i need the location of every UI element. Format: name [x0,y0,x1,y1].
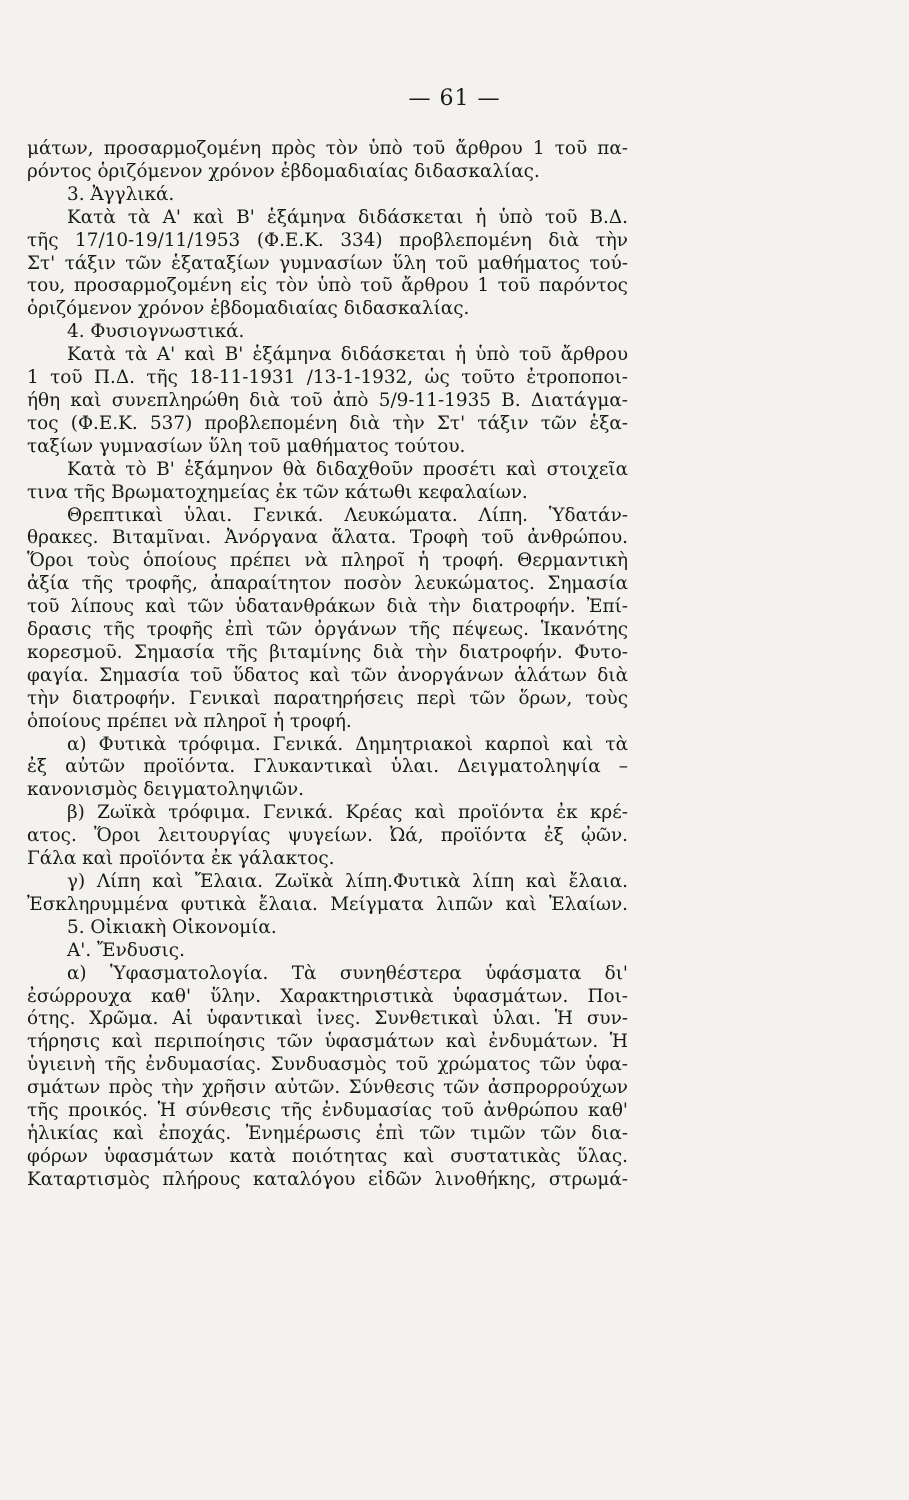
text-line: Α'. Ἔνδυσις. [67,939,185,961]
text-line: γ) Λίπη καὶ Ἔλαια. Ζωϊκὰ λίπη.Φυτικὰ λίπη καὶ ἔλαια. [67,871,628,892]
text-line: τος (Φ.Ε.Κ. 537) προβλεπομένη διὰ τὴν Στ' τάξιν τῶν ἑξα- [27,412,628,434]
text-line: α) Φυτικὰ τρόφιμα. Γενικά. Δημητριακοὶ καρποὶ καὶ τὰ [67,733,628,755]
text-line: Κατὰ τὰ Α' καὶ Β' ἑξάμηνα διδάσκεται ἡ ὑπὸ τοῦ Β.Δ. [67,206,628,228]
text-line: ήθη καὶ συνεπληρώθη διὰ τοῦ ἀπὸ 5/9-11-1935 Β. Διατάγμα- [27,389,628,411]
text-line: 4. Φυσιογνωστικά. [67,321,245,343]
body-text [27,138,628,1192]
text-line: ὁποίους πρέπει νὰ πληροῖ ἡ τροφή. [27,710,352,732]
text-line: 5. Οἰκιακὴ Οἰκονομία. [67,916,277,938]
text-line: φαγία. Σημασία τοῦ ὕδατος καὶ τῶν ἀνοργάνων ἁλάτων διὰ [27,664,628,686]
text-line: ἡλικίας καὶ ἐποχάς. Ἐνημέρωσις ἐπὶ τῶν τιμῶν τῶν δια- [27,1122,628,1144]
page-number: — 61 — [408,86,501,111]
text-line: ατος. Ὅροι λειτουργίας ψυγείων. Ὠά, προϊόντα ἐξ ᾠῶν. [27,825,628,847]
text-line: ὁριζόμενον χρόνον ἑβδομαδιαίας διδασκαλίας. [27,298,470,320]
text-line: ἐξ αὐτῶν προϊόντα. Γλυκαντικαὶ ὗλαι. Δειγματοληψία – [27,756,628,778]
text-line: ἐσώρρουχα καθ' ὕλην. Χαρακτηριστικὰ ὑφασμάτων. Ποι- [27,985,628,1007]
text-line: κανονισμὸς δειγματοληψιῶν. [27,779,305,801]
text-line: σμάτων πρὸς τὴν χρῆσιν αὐτῶν. Σύνθεσις τῶν ἀσπρορρούχων [27,1077,628,1099]
text-line: φόρων ὑφασμάτων κατὰ ποιότητας καὶ συστατικὰς ὕλας. [27,1145,628,1167]
text-line: τήρησις καὶ περιποίησις τῶν ὑφασμάτων καὶ ἐνδυμάτων. Ἡ [27,1031,628,1053]
text-line: τινα τῆς Βρωματοχημείας ἐκ τῶν κάτωθι κεφαλαίων. [27,481,528,503]
text-line: τῆς προικός. Ἡ σύνθεσις τῆς ἐνδυμασίας τοῦ ἀνθρώπου καθ' [27,1100,628,1122]
text-line: του, προσαρμοζομένη εἰς τὸν ὑπὸ τοῦ ἄρθρου 1 τοῦ παρόντος [27,275,628,297]
text-line: Κατὰ τὸ Β' ἑξάμηνον θὰ διδαχθοῦν προσέτι καὶ στοιχεῖα [67,458,628,480]
text-line: τοῦ λίπους καὶ τῶν ὑδατανθράκων διὰ τὴν διατροφήν. Ἐπί- [27,596,628,618]
text-line: 3. Ἀγγλικά. [67,183,175,205]
text-line: τὴν διατροφήν. Γενικαὶ παρατηρήσεις περὶ τῶν ὅρων, τοὺς [27,687,628,709]
text-line: 1 τοῦ Π.Δ. τῆς 18-11-1931 /13-1-1932, ὡς τοῦτο ἐτροποποι- [27,367,628,389]
text-line: Καταρτισμὸς πλήρους καταλόγου εἰδῶν λινοθήκης, στρωμά- [27,1168,628,1190]
text-line: β) Ζωϊκὰ τρόφιμα. Γενικά. Κρέας καὶ προϊόντα ἐκ κρέ- [67,802,628,824]
text-line: ὑγιεινὴ τῆς ἐνδυμασίας. Συνδυασμὸς τοῦ χρώματος τῶν ὑφα- [27,1054,628,1076]
text-line: ότης. Χρῶμα. Αἱ ὑφαντικαὶ ἶνες. Συνθετικαὶ ὗλαι. Ἡ συν- [27,1008,628,1030]
text-line: Γάλα καὶ προϊόντα ἐκ γάλακτος. [27,848,335,870]
text-line: Ὅροι τοὺς ὁποίους πρέπει νὰ πληροῖ ἡ τροφή. Θερμαντικὴ [27,550,628,572]
text-line: Ἐσκληρυμμένα φυτικὰ ἔλαια. Μείγματα λιπῶν καὶ Ἐλαίων. [27,893,628,915]
text-line: Κατὰ τὰ Α' καὶ Β' ἑξάμηνα διδάσκεται ἡ ὑπὸ τοῦ ἄρθρου [67,344,628,366]
text-line: τῆς 17/10-19/11/1953 (Φ.Ε.Κ. 334) προβλεπομένη διὰ τὴν [27,229,628,251]
text-line: α) Ὑφασματολογία. Τὰ συνηθέστερα ὑφάσματα δι' [67,962,628,984]
text-line: κορεσμοῦ. Σημασία τῆς βιταμίνης διὰ τὴν διατροφήν. Φυτο- [27,641,628,663]
text-line: ταξίων γυμνασίων ὕλη τοῦ μαθήματος τούτου. [27,435,466,457]
text-line: ρόντος ὁριζόμενον χρόνον ἑβδομαδιαίας διδασκαλίας. [27,160,540,182]
text-line: ἀξία τῆς τροφῆς, ἀπαραίτητον ποσὸν λευκώματος. Σημασία [27,573,628,595]
text-line: θρακες. Βιταμῖναι. Ἀνόργανα ἅλατα. Τροφὴ τοῦ ἀνθρώπου. [27,527,628,549]
text-line: Θρεπτικαὶ ὗλαι. Γενικά. Λευκώματα. Λίπη. Ὑδατάν- [67,504,628,526]
text-line: μάτων, προσαρμοζομένη πρὸς τὸν ὑπὸ τοῦ ἄρθρου 1 τοῦ πα- [27,138,628,159]
text-line: Στ' τάξιν τῶν ἑξαταξίων γυμνασίων ὕλη τοῦ μαθήματος τού- [27,252,628,274]
text-line: δρασις τῆς τροφῆς ἐπὶ τῶν ὀργάνων τῆς πέψεως. Ἱκανότης [27,619,628,641]
